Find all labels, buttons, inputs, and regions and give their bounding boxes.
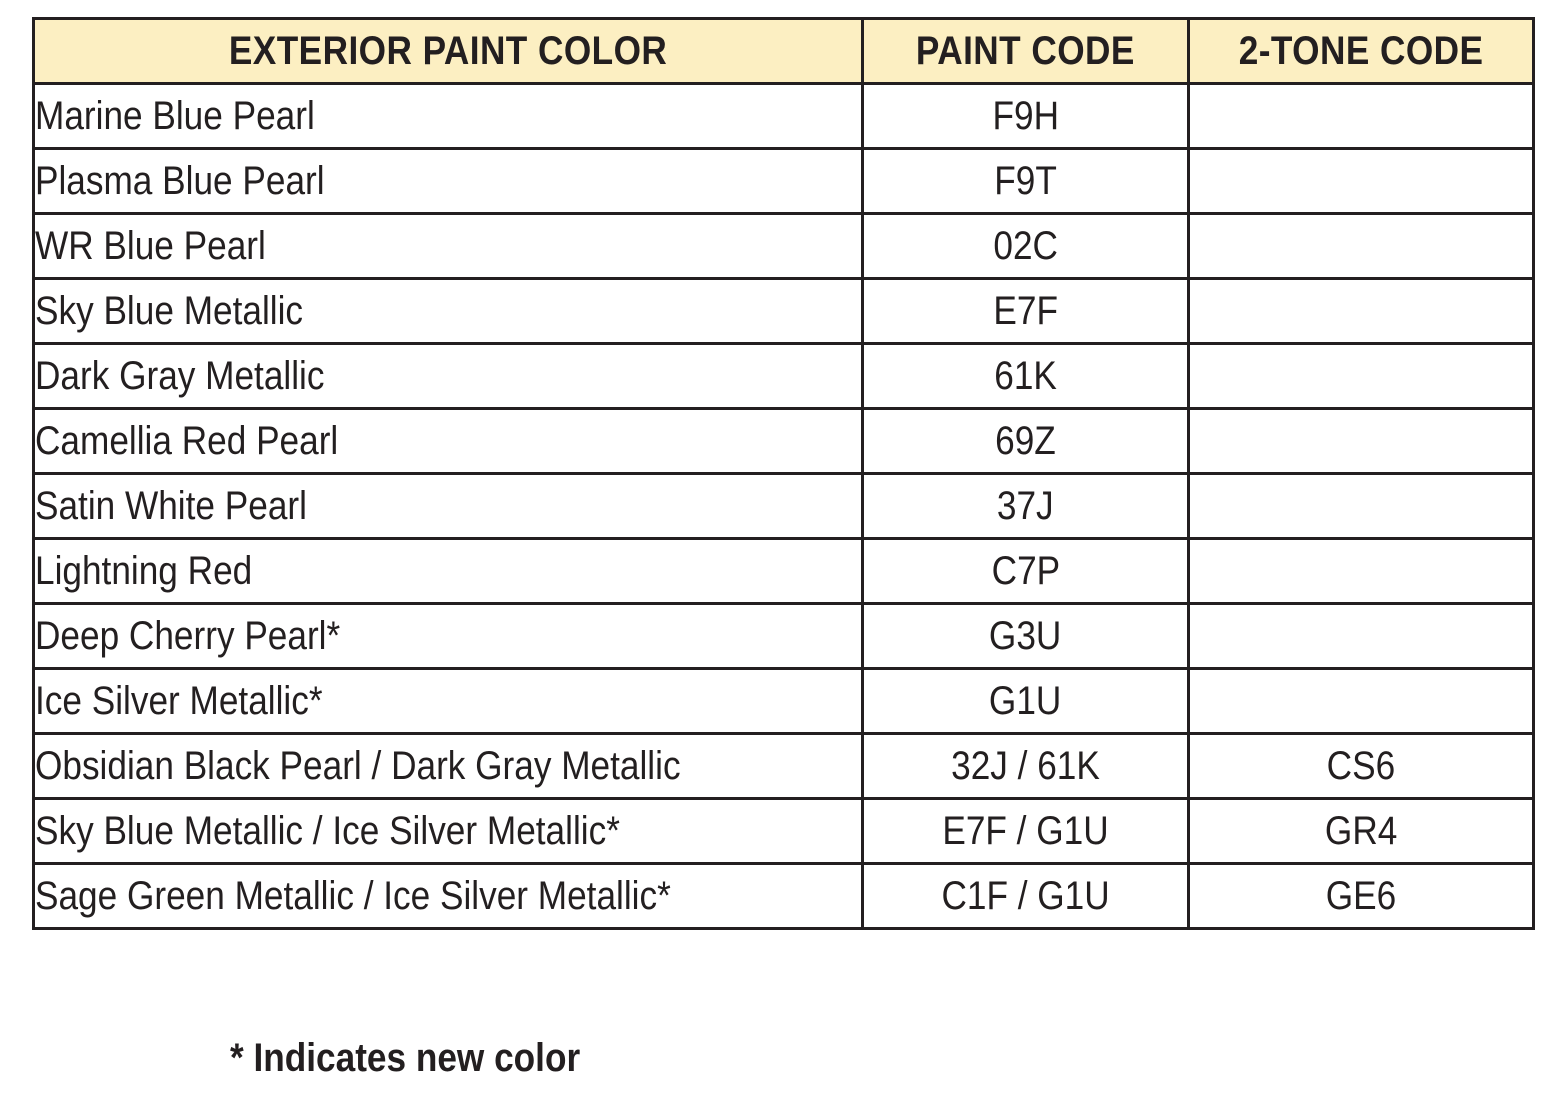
color-name-cell: Plasma Blue Pearl	[34, 149, 863, 214]
two-tone-code-cell	[1189, 84, 1534, 149]
paint-code-cell: E7F / G1U	[863, 799, 1189, 864]
table-header-row	[34, 19, 1534, 84]
table-row	[34, 864, 1534, 929]
table-row	[34, 344, 1534, 409]
paint-code-cell: C1F / G1U	[863, 864, 1189, 929]
paint-code-cell: G1U	[863, 669, 1189, 734]
table-row	[34, 734, 1534, 799]
paint-code-cell: G3U	[863, 604, 1189, 669]
new-color-footnote: * Indicates new color	[230, 1036, 581, 1080]
two-tone-code-cell	[1189, 669, 1534, 734]
two-tone-code-cell	[1189, 279, 1534, 344]
color-name-cell: Sky Blue Metallic	[34, 279, 863, 344]
header-paint-code: PAINT CODE	[863, 19, 1189, 84]
two-tone-code-cell	[1189, 409, 1534, 474]
table-row	[34, 604, 1534, 669]
two-tone-code-cell: GR4	[1189, 799, 1534, 864]
header-two-tone-code: 2-TONE CODE	[1189, 19, 1534, 84]
table-row	[34, 799, 1534, 864]
color-name-cell: Obsidian Black Pearl / Dark Gray Metallic	[34, 734, 863, 799]
color-name-cell: Sky Blue Metallic / Ice Silver Metallic*	[34, 799, 863, 864]
table-row	[34, 149, 1534, 214]
color-name-cell: Deep Cherry Pearl*	[34, 604, 863, 669]
color-name-cell: Lightning Red	[34, 539, 863, 604]
header-exterior-paint-color: EXTERIOR PAINT COLOR	[34, 19, 863, 84]
color-name-cell: Satin White Pearl	[34, 474, 863, 539]
table-row	[34, 409, 1534, 474]
paint-code-cell: 61K	[863, 344, 1189, 409]
paint-code-cell: 37J	[863, 474, 1189, 539]
table-row	[34, 669, 1534, 734]
table-row	[34, 84, 1534, 149]
paint-code-cell: E7F	[863, 279, 1189, 344]
color-name-cell: WR Blue Pearl	[34, 214, 863, 279]
color-name-cell: Ice Silver Metallic*	[34, 669, 863, 734]
paint-code-cell: F9H	[863, 84, 1189, 149]
two-tone-code-cell	[1189, 539, 1534, 604]
two-tone-code-cell: CS6	[1189, 734, 1534, 799]
paint-code-cell: 69Z	[863, 409, 1189, 474]
table-row	[34, 539, 1534, 604]
paint-code-cell: F9T	[863, 149, 1189, 214]
table-row	[34, 474, 1534, 539]
paint-code-cell: C7P	[863, 539, 1189, 604]
color-name-cell: Sage Green Metallic / Ice Silver Metallic*	[34, 864, 863, 929]
table-row	[34, 279, 1534, 344]
two-tone-code-cell	[1189, 344, 1534, 409]
color-name-cell: Marine Blue Pearl	[34, 84, 863, 149]
color-name-cell: Camellia Red Pearl	[34, 409, 863, 474]
paint-code-cell: 02C	[863, 214, 1189, 279]
two-tone-code-cell	[1189, 149, 1534, 214]
two-tone-code-cell	[1189, 474, 1534, 539]
color-name-cell: Dark Gray Metallic	[34, 344, 863, 409]
paint-code-cell: 32J / 61K	[863, 734, 1189, 799]
two-tone-code-cell: GE6	[1189, 864, 1534, 929]
paint-color-table	[32, 17, 1535, 930]
two-tone-code-cell	[1189, 214, 1534, 279]
two-tone-code-cell	[1189, 604, 1534, 669]
table-row	[34, 214, 1534, 279]
